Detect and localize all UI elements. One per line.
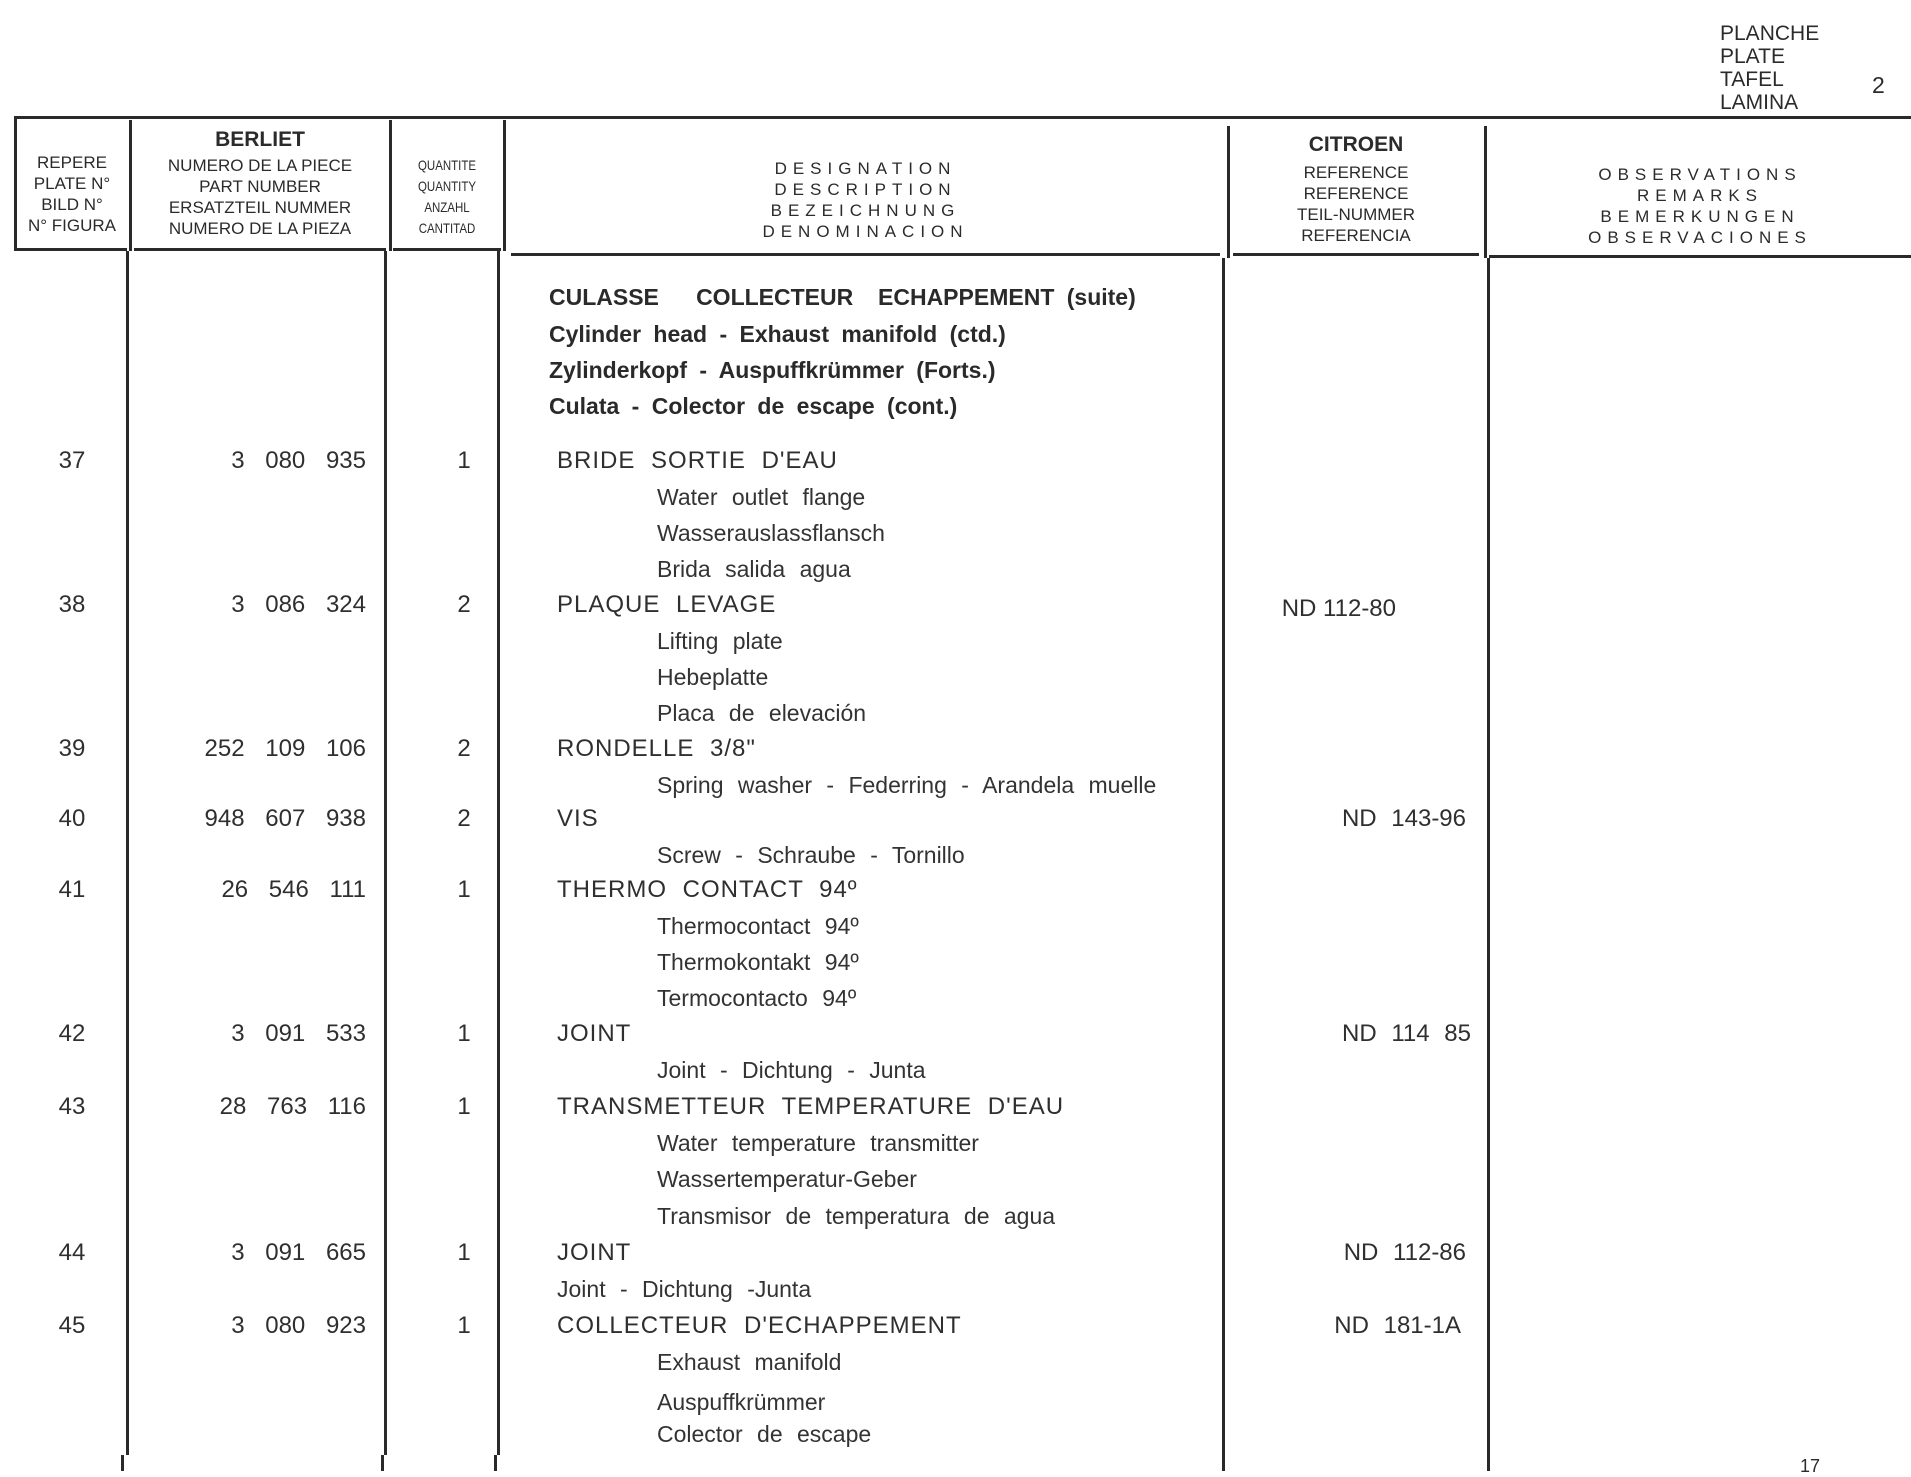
row-45-number: 45 bbox=[58, 1312, 86, 1339]
header-citroen-line: REFERENCIA bbox=[1301, 226, 1411, 245]
body-divider-quantite bbox=[494, 1455, 497, 1471]
row-38-sub-de: Hebeplatte bbox=[657, 664, 769, 690]
section-title-fr: CULASSE COLLECTEUR ECHAPPEMENT (suite) bbox=[549, 284, 1136, 310]
header-citroen bbox=[1233, 162, 1479, 246]
row-40-part-number: 948 607 938 bbox=[204, 805, 366, 832]
row-37-part-number: 3 080 935 bbox=[231, 447, 366, 474]
row-39-quantity: 2 bbox=[457, 735, 471, 762]
row-41-number: 41 bbox=[58, 876, 86, 903]
header-repere bbox=[16, 152, 128, 236]
row-41-quantity: 1 bbox=[457, 876, 471, 903]
row-38-designation: PLAQUE LEVAGE bbox=[557, 591, 777, 618]
header-designation-line: DESCRIPTION bbox=[774, 180, 957, 199]
header-observations bbox=[1489, 164, 1911, 248]
row-38-quantity: 2 bbox=[457, 591, 471, 618]
col-divider-repere bbox=[129, 120, 132, 251]
body-divider-berliet bbox=[381, 1455, 384, 1471]
row-40-designation: VIS bbox=[557, 805, 599, 832]
row-45-part-number: 3 080 923 bbox=[231, 1312, 366, 1339]
header-repere-line: N° FIGURA bbox=[27, 216, 117, 235]
plate-label-en: PLATE bbox=[1720, 45, 1785, 68]
row-43-quantity: 1 bbox=[457, 1093, 471, 1120]
header-observations-line: OBSERVACIONES bbox=[1588, 228, 1812, 247]
body-divider-quantite-top bbox=[497, 251, 500, 1455]
col-divider-quantite bbox=[503, 120, 506, 251]
col-divider-citroen bbox=[1484, 126, 1487, 258]
header-designation-line: BEZEICHNUNG bbox=[770, 201, 961, 220]
row-37-designation: BRIDE SORTIE D'EAU bbox=[557, 447, 838, 474]
header-berliet-line: ERSATZTEIL NUMMER bbox=[168, 198, 352, 217]
row-44-part-number: 3 091 665 bbox=[231, 1239, 366, 1266]
header-designation-line: DENOMINACION bbox=[762, 222, 969, 241]
row-42-quantity: 1 bbox=[457, 1020, 471, 1047]
row-44-designation: JOINT bbox=[557, 1239, 632, 1266]
row-38-citroen-ref: ND 112-80 bbox=[1281, 595, 1396, 622]
body-divider-designation bbox=[1222, 258, 1225, 1471]
header-citroen-line: TEIL-NUMMER bbox=[1296, 205, 1416, 224]
header-repere-line: REPERE bbox=[37, 153, 107, 172]
body-divider-repere-top bbox=[126, 251, 129, 1455]
row-45-designation: COLLECTEUR D'ECHAPPEMENT bbox=[557, 1312, 962, 1339]
row-42-number: 42 bbox=[58, 1020, 86, 1047]
section-title-es: Culata - Colector de escape (cont.) bbox=[549, 393, 958, 419]
row-45-sub-es: Colector de escape bbox=[657, 1421, 872, 1447]
row-45-sub-de: Auspuffkrümmer bbox=[657, 1389, 826, 1415]
row-41-part-number: 26 546 111 bbox=[221, 876, 366, 903]
row-43-sub-en: Water temperature transmitter bbox=[657, 1130, 979, 1156]
header-rule-3 bbox=[393, 248, 501, 251]
header-observations-line: REMARKS bbox=[1636, 186, 1764, 205]
header-quantite-line: QUANTITY bbox=[417, 178, 477, 194]
row-44-sub: Joint - Dichtung -Junta bbox=[557, 1276, 812, 1302]
section-title-en: Cylinder head - Exhaust manifold (ctd.) bbox=[549, 321, 1006, 347]
row-43-number: 43 bbox=[58, 1093, 86, 1120]
row-43-part-number: 28 763 116 bbox=[219, 1093, 366, 1120]
row-44-quantity: 1 bbox=[457, 1239, 471, 1266]
plate-label-es: LAMINA bbox=[1720, 91, 1799, 114]
row-40-citroen-ref: ND 143-96 bbox=[1341, 805, 1466, 832]
header-quantite-line: CANTITAD bbox=[418, 220, 476, 236]
row-43-designation: TRANSMETTEUR TEMPERATURE D'EAU bbox=[557, 1093, 1065, 1120]
row-39-number: 39 bbox=[58, 735, 86, 762]
header-berliet-title: BERLIET bbox=[215, 128, 305, 151]
header-berliet-line: NUMERO DE LA PIECE bbox=[167, 156, 353, 175]
header-berliet-line: PART NUMBER bbox=[199, 177, 321, 196]
row-41-designation: THERMO CONTACT 94º bbox=[557, 876, 858, 903]
header-citroen-line: REFERENCE bbox=[1303, 184, 1409, 203]
col-divider-designation bbox=[1227, 126, 1230, 258]
row-43-sub-de: Wassertemperatur-Geber bbox=[657, 1166, 917, 1192]
row-45-sub-en: Exhaust manifold bbox=[657, 1349, 842, 1375]
row-44-citroen-ref: ND 112-86 bbox=[1343, 1239, 1466, 1266]
row-42-designation: JOINT bbox=[557, 1020, 632, 1047]
row-42-sub: Joint - Dichtung - Junta bbox=[657, 1057, 926, 1083]
row-37-quantity: 1 bbox=[457, 447, 471, 474]
row-40-number: 40 bbox=[58, 805, 86, 832]
row-45-citroen-ref: ND 181-1A bbox=[1334, 1312, 1461, 1339]
header-citroen-title: CITROEN bbox=[1308, 133, 1404, 156]
header-rule-4 bbox=[511, 253, 1220, 256]
row-42-part-number: 3 091 533 bbox=[231, 1020, 366, 1047]
row-45-quantity: 1 bbox=[457, 1312, 471, 1339]
table-top-rule bbox=[14, 116, 1911, 119]
row-37-sub-de: Wasserauslassflansch bbox=[657, 520, 885, 546]
row-41-sub-en: Thermocontact 94º bbox=[657, 913, 859, 939]
header-designation-line: DESIGNATION bbox=[774, 159, 957, 178]
header-rule-2 bbox=[134, 248, 386, 251]
row-39-designation: RONDELLE 3/8" bbox=[557, 735, 756, 762]
row-42-citroen-ref: ND 114 85 bbox=[1342, 1020, 1471, 1047]
header-observations-line: BEMERKUNGEN bbox=[1600, 207, 1800, 226]
body-divider-repere bbox=[121, 1455, 124, 1471]
header-designation bbox=[511, 158, 1220, 242]
row-43-sub-es: Transmisor de temperatura de agua bbox=[657, 1203, 1056, 1229]
row-37-sub-en: Water outlet flange bbox=[657, 484, 866, 510]
header-quantite-line: QUANTITE bbox=[417, 157, 477, 173]
row-38-number: 38 bbox=[58, 591, 86, 618]
col-divider-berliet bbox=[389, 120, 392, 251]
plate-label bbox=[1720, 22, 1819, 114]
header-citroen-line: REFERENCE bbox=[1303, 163, 1409, 182]
body-divider-citroen bbox=[1487, 258, 1490, 1471]
row-40-sub: Screw - Schraube - Tornillo bbox=[657, 842, 965, 868]
row-37-sub-es: Brida salida agua bbox=[657, 556, 851, 582]
header-rule-5 bbox=[1233, 253, 1479, 256]
header-repere-line: PLATE N° bbox=[33, 174, 111, 193]
header-berliet bbox=[134, 155, 386, 239]
section-title-de: Zylinderkopf - Auspuffkrümmer (Forts.) bbox=[549, 357, 996, 383]
page-number: 17 bbox=[1800, 1456, 1821, 1476]
header-observations-line: OBSERVATIONS bbox=[1598, 165, 1802, 184]
plate-label-de: TAFEL bbox=[1720, 68, 1784, 91]
header-repere-line: BILD N° bbox=[41, 195, 103, 214]
row-38-sub-en: Lifting plate bbox=[657, 628, 783, 654]
row-40-quantity: 2 bbox=[457, 805, 471, 832]
plate-number: 2 bbox=[1872, 72, 1885, 98]
header-quantite-line: ANZAHL bbox=[424, 199, 470, 215]
plate-label-fr: PLANCHE bbox=[1720, 22, 1820, 45]
row-38-sub-es: Placa de elevación bbox=[657, 700, 867, 726]
row-39-part-number: 252 109 106 bbox=[204, 735, 366, 762]
row-37-number: 37 bbox=[58, 447, 86, 474]
row-44-number: 44 bbox=[58, 1239, 86, 1266]
body-divider-berliet-top bbox=[384, 251, 387, 1455]
header-berliet-line: NUMERO DE LA PIEZA bbox=[168, 219, 352, 238]
row-41-sub-es: Termocontacto 94º bbox=[657, 985, 857, 1011]
row-38-part-number: 3 086 324 bbox=[231, 591, 366, 618]
row-39-sub: Spring washer - Federring - Arandela muelle bbox=[657, 772, 1157, 798]
header-rule-6 bbox=[1489, 255, 1911, 258]
row-41-sub-de: Thermokontakt 94º bbox=[657, 949, 859, 975]
header-rule-1 bbox=[17, 248, 127, 251]
header-quantite bbox=[403, 155, 492, 239]
